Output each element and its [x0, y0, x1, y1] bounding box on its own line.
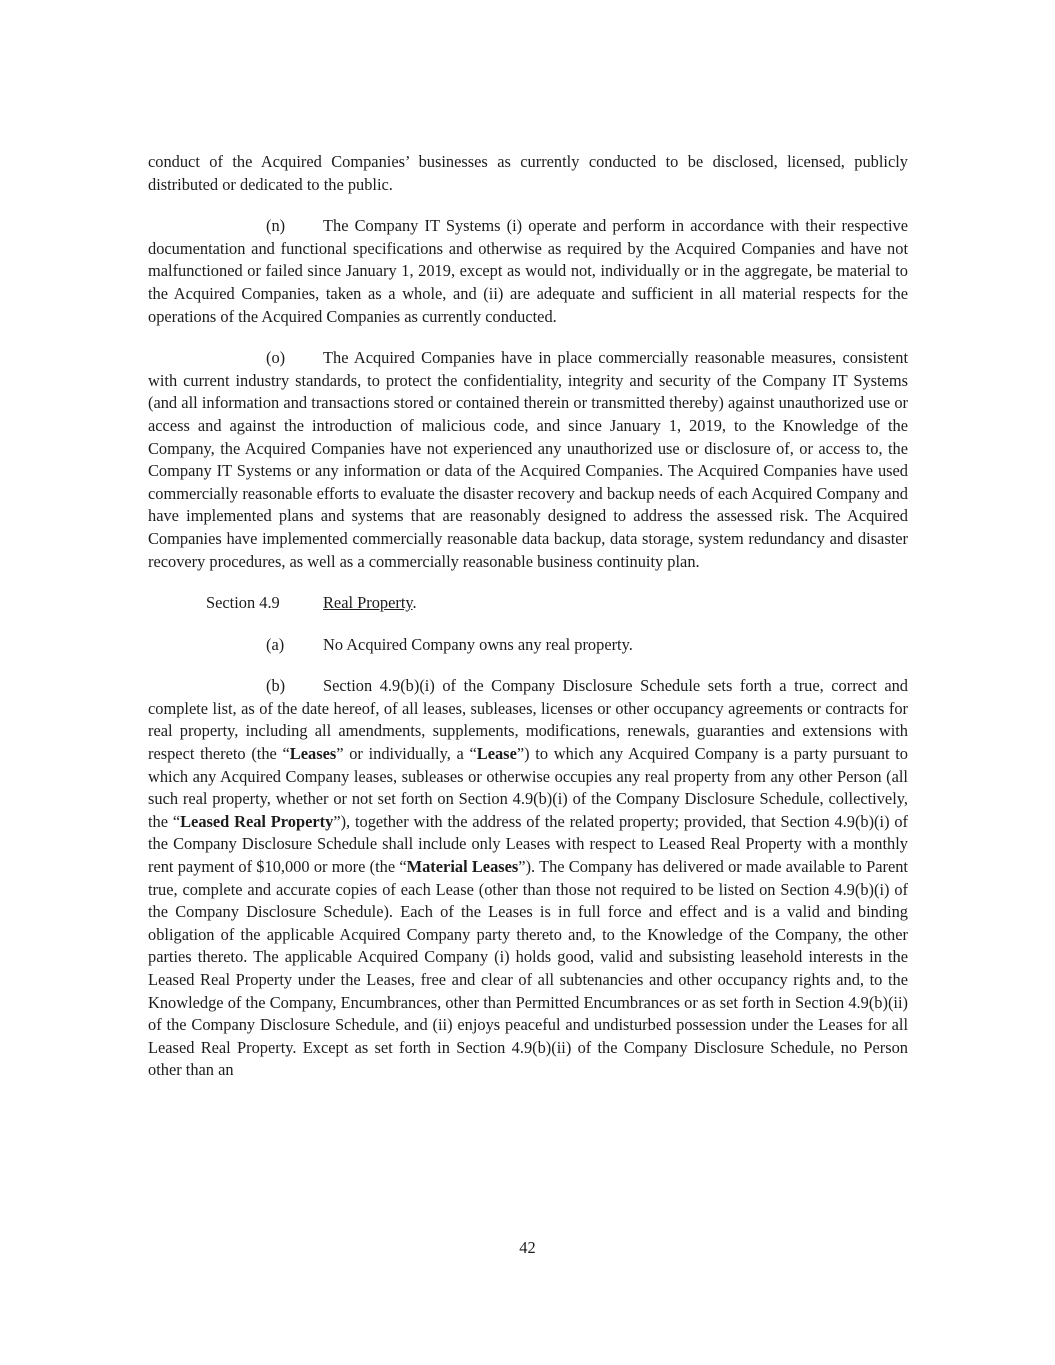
defined-term-material-leases: Material Leases — [406, 857, 519, 877]
document-page — [148, 151, 908, 1101]
page-number: 42 — [519, 1238, 536, 1257]
paragraph-b-text-2: ” or individually, a “ — [336, 744, 477, 764]
paragraph-b-marker: (b) — [266, 676, 286, 696]
paragraph-b-text-3: ”) to which any Acquired Company is a party pursuant to which any Acquired Company leases, subleases or otherwise occupies any real property from any other Person (all such real property, whether or not set forth on Section 4.9(b)(i) of the Company Disclosure Schedule, collectively, the “ — [148, 744, 908, 831]
paragraph-n-marker: (n) — [266, 216, 286, 236]
paragraph-a-text: No Acquired Company owns any real property. — [323, 634, 633, 654]
section-title-suffix: . — [412, 593, 417, 613]
paragraph-a — [266, 634, 908, 657]
section-number: Section 4.9 — [206, 593, 280, 613]
paragraph-b-text-4: ”), together with the address of the related property; provided, that Section 4.9(b)(i) of the Company Disclosure Schedule shall include only Leases with respect to Leased Real Property with a monthly rent payment of $10,000 or more (the “ — [148, 811, 908, 877]
paragraph-n — [148, 215, 908, 328]
paragraph-b — [148, 675, 908, 1082]
paragraph-n-text: The Company IT Systems (i) operate and perform in accordance with their respective documentation and functional specifications and otherwise as required by the Acquired Companies and have not malfunctioned or failed since January 1, 2019, except as would not, individually or in the aggregate, be material to the Acquired Companies, taken as a whole, and (ii) are adequate and sufficient in all material respects for the operations of the Acquired Companies as currently conducted. — [148, 216, 908, 326]
section-heading — [206, 592, 908, 615]
defined-term-leased-real-property: Leased Real Property — [180, 811, 334, 831]
defined-term-lease: Lease — [476, 744, 517, 764]
continuation-paragraph: conduct of the Acquired Companies’ businesses as currently conducted to be disclosed, licensed, publicly distributed or dedicated to the public. — [148, 152, 908, 194]
paragraph-o-marker: (o) — [266, 348, 286, 368]
paragraph-a-marker: (a) — [266, 634, 285, 654]
paragraph-b-text-5: ”). The Company has delivered or made available to Parent true, complete and accurate copies of each Lease (other than those not required to be listed on Section 4.9(b)(i) of the Company Disclosure Schedule). Each of the Leases is in full force and effect and is a valid and binding obligation of the applicable Acquired Company party thereto and, to the Knowledge of the Company, the other parties thereto. The applicable Acquired Company (i) holds good, valid and subsisting leasehold interests in the Leased Real Property under the Leases, free and clear of all subtenancies and other occupancy rights and, to the Knowledge of the Company, Encumbrances, other than Permitted Encumbrances or as set forth in Section 4.9(b)(ii) of the Company Disclosure Schedule, and (ii) enjoys peaceful and undisturbed possession under the Leases for all Leased Real Property. Except as set forth in Section 4.9(b)(ii) of the Company Disclosure Schedule, no Person other than an — [148, 857, 908, 1080]
paragraph-b-text-1: Section 4.9(b)(i) of the Company Disclosure Schedule sets forth a true, correct and complete list, as of the date hereof, of all leases, subleases, licenses or other occupancy agreements or contracts for real property, including all amendments, supplements, modifications, renewals, guaranties and extensions with respect thereto (the “ — [148, 676, 908, 764]
paragraph-o-text: The Acquired Companies have in place commercially reasonable measures, consistent with current industry standards, to protect the confidentiality, integrity and security of the Company IT Systems (and all information and transactions stored or contained therein or transmitted thereby) against unauthorized use or access and against the introduction of malicious code, and since January 1, 2019, to the Knowledge of the Company, the Acquired Companies have not experienced any unauthorized use or disclosure of, or access to, the Company IT Systems or any information or data of the Acquired Companies. The Acquired Companies have used commercially reasonable efforts to evaluate the disaster recovery and backup needs of each Acquired Company and have implemented plans and systems that are reasonably designed to address the assessed risk. The Acquired Companies have implemented commercially reasonable data backup, data storage, system redundancy and disaster recovery procedures, as well as a commercially reasonable business continuity plan. — [148, 348, 908, 571]
defined-term-leases: Leases — [289, 744, 337, 764]
paragraph-o — [148, 347, 908, 573]
section-title: Real Property — [323, 593, 413, 613]
